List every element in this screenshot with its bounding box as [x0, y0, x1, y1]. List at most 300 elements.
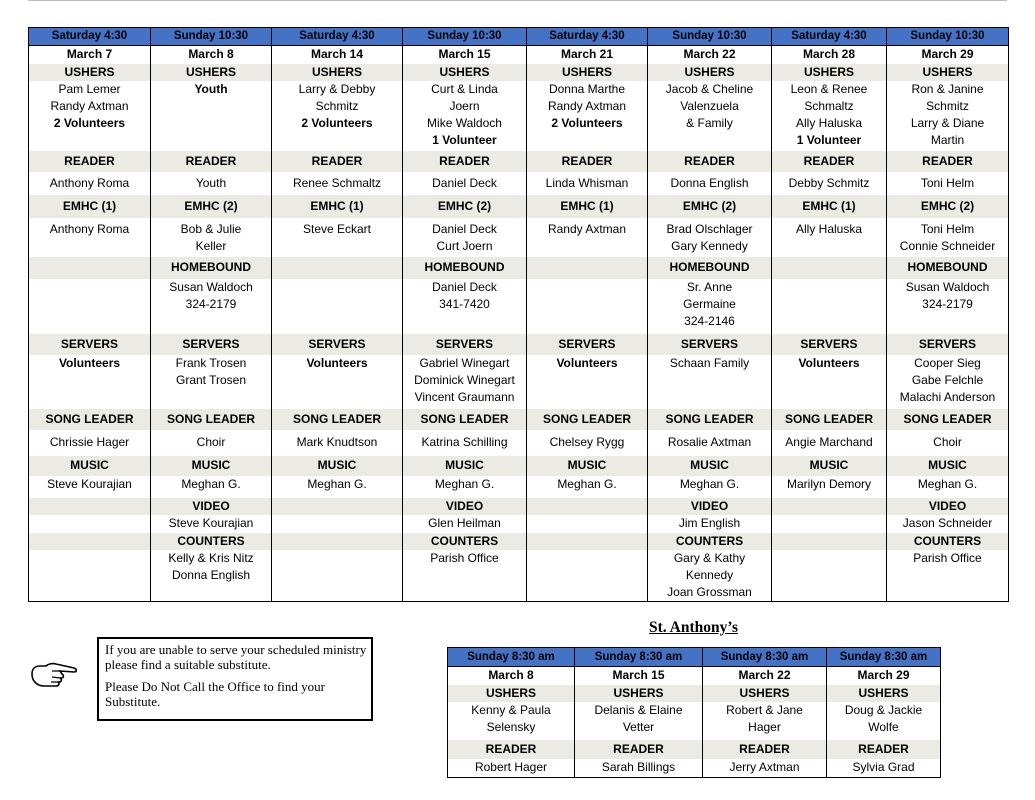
counters-cell — [887, 550, 1009, 602]
servers-cell — [887, 355, 1009, 409]
st-anthony-title: St. Anthony’s — [648, 619, 738, 636]
ushers-cell-text: Joern — [449, 98, 480, 113]
music-label — [151, 456, 272, 476]
date-cell-text: March 29 — [921, 47, 974, 62]
anthony-service-header — [448, 648, 575, 667]
service-header — [272, 28, 403, 46]
ushers-cell-text: Mike Waldoch — [427, 115, 502, 130]
ushers-cell-text: Jacob & Cheline — [665, 81, 754, 96]
anthony-ushers-label-row — [448, 685, 941, 702]
ushers-label — [772, 64, 887, 81]
ushers-cell-text: Martin — [930, 132, 965, 147]
ushers-label-row — [29, 64, 1009, 81]
date-cell-text: March 8 — [188, 47, 234, 62]
emhc-cell-text: Bob & Julie — [180, 221, 242, 236]
video-cell — [887, 515, 1009, 533]
reader-cell-text: Daniel Deck — [432, 175, 497, 190]
servers-label — [151, 334, 272, 355]
service-header-text: Saturday 4:30 — [549, 30, 625, 42]
anthony-ushers-cell-text: Robert & Jane — [726, 702, 803, 717]
song-leader-cell-text: Choir — [933, 435, 962, 449]
video-label-text: VIDEO — [445, 498, 484, 513]
notice-line-2: Please Do Not Call the Office to find your Substitute. — [105, 679, 325, 709]
song-leader-label — [648, 409, 772, 430]
emhc-label — [151, 195, 272, 218]
ushers-cell-text: 2 Volunteers — [53, 115, 126, 130]
emhc-cell — [887, 218, 1009, 257]
anthony-reader-label-row — [448, 740, 941, 759]
homebound-cell-text: 324-2179 — [185, 296, 237, 311]
emhc-cell — [272, 218, 403, 257]
song-leader-label — [272, 409, 403, 430]
anthony-ushers-label-text: USHERS — [613, 685, 664, 700]
anthony-reader-label — [703, 740, 827, 759]
ushers-cell-text: Ron & Janine — [911, 81, 984, 96]
counters-cell-text: Parish Office — [430, 550, 499, 565]
service-header-text: Saturday 4:30 — [299, 30, 375, 42]
homebound-label — [887, 257, 1009, 279]
counters-label — [151, 533, 272, 550]
music-cell-text: Meghan G. — [307, 476, 367, 491]
service-header-text: Sunday 10:30 — [910, 30, 985, 42]
counters-cell — [29, 550, 151, 602]
reader-cell-text: Donna English — [670, 175, 749, 190]
counters-label-text: COUNTERS — [430, 533, 499, 548]
servers-cell-text: Volunteers — [798, 355, 860, 370]
anthony-reader-cell — [575, 759, 703, 778]
anthony-reader-label — [827, 740, 941, 759]
homebound-cell-text: Susan Waldoch — [169, 279, 253, 294]
homebound-label-row — [29, 257, 1009, 279]
song-leader-cell-text: Rosalie Axtman — [667, 435, 752, 449]
servers-label-text: SERVERS — [680, 336, 739, 351]
date-cell — [403, 46, 527, 64]
pointing-hand-icon — [30, 658, 78, 692]
song-leader-cell — [29, 430, 151, 456]
reader-label — [527, 151, 648, 172]
counters-row — [29, 550, 1009, 602]
video-cell — [151, 515, 272, 533]
emhc-label — [887, 195, 1009, 218]
anthony-date-cell — [448, 667, 575, 685]
video-cell-text: Jim English — [678, 515, 741, 530]
song-leader-cell-text: Katrina Schilling — [421, 435, 508, 449]
song-leader-label-text: SONG LEADER — [903, 411, 992, 426]
music-cell-text: Marilyn Demory — [786, 476, 871, 491]
music-cell — [29, 476, 151, 498]
servers-label-row — [29, 334, 1009, 355]
emhc-label-text: EMHC (2) — [682, 198, 737, 213]
emhc-label-text: EMHC (2) — [437, 198, 492, 213]
emhc-label-text: EMHC (1) — [310, 198, 364, 213]
song-leader-cell — [151, 430, 272, 456]
ushers-label — [29, 64, 151, 81]
anthony-ushers-cell — [448, 702, 575, 740]
homebound-cell — [403, 279, 527, 334]
music-cell — [527, 476, 648, 498]
counters-label-row — [29, 533, 1009, 550]
top-rule — [28, 0, 1007, 1]
servers-label — [272, 334, 403, 355]
homebound-cell-text: Daniel Deck — [432, 279, 497, 294]
servers-cell-text: Schaan Family — [669, 355, 750, 370]
emhc-label — [772, 195, 887, 218]
anthony-date-cell-text: March 22 — [738, 668, 791, 683]
song-leader-label — [403, 409, 527, 430]
music-label — [403, 456, 527, 476]
servers-cell — [151, 355, 272, 409]
st-anthony-table — [447, 647, 941, 778]
song-leader-label — [527, 409, 648, 430]
song-leader-label-text: SONG LEADER — [784, 411, 873, 426]
reader-cell-text: Linda Whisman — [545, 175, 629, 190]
homebound-cell — [29, 279, 151, 334]
date-cell-text: March 28 — [802, 47, 856, 62]
ushers-cell — [151, 81, 272, 151]
reader-label — [29, 151, 151, 172]
servers-cell — [648, 355, 772, 409]
counters-cell-text: Joan Grossman — [667, 584, 752, 599]
homebound-label — [403, 257, 527, 279]
emhc-cell-text: Daniel Deck — [432, 221, 497, 236]
servers-label-text: SERVERS — [558, 336, 616, 351]
reader-cell-text: Youth — [195, 175, 227, 190]
counters-cell — [151, 550, 272, 602]
video-label — [151, 498, 272, 515]
music-label-text: MUSIC — [445, 458, 484, 472]
anthony-date-cell-text: March 29 — [857, 668, 910, 683]
homebound-cell — [648, 279, 772, 334]
date-cell-text: March 15 — [438, 47, 491, 62]
servers-cell-text: Cooper Sieg — [914, 355, 981, 370]
ushers-cell-text: Schmitz — [315, 98, 359, 113]
homebound-cell — [772, 279, 887, 334]
music-cell-text: Meghan G. — [917, 476, 978, 491]
music-label — [527, 456, 648, 476]
homebound-label-text: HOMEBOUND — [171, 260, 251, 274]
servers-cell-text: Vincent Graumann — [414, 389, 515, 404]
emhc-label-text: EMHC (1) — [802, 198, 856, 213]
emhc-cell-text: Anthony Roma — [49, 221, 130, 236]
counters-cell — [648, 550, 772, 602]
homebound-cell-text: Germaine — [683, 296, 736, 311]
anthony-service-header — [703, 648, 827, 667]
date-cell — [272, 46, 403, 64]
ushers-cell-text: Schmitz — [926, 98, 969, 113]
servers-label-text: SERVERS — [800, 336, 858, 351]
reader-label-row — [29, 151, 1009, 172]
ushers-cell — [772, 81, 887, 151]
music-cell-text: Steve Kourajian — [47, 476, 132, 491]
ushers-label — [151, 64, 272, 81]
music-cell — [403, 476, 527, 498]
anthony-ushers-cell — [703, 702, 827, 740]
anthony-date-cell-text: March 15 — [612, 668, 665, 683]
ushers-cell-text: Youth — [194, 81, 228, 96]
song-leader-row — [29, 430, 1009, 456]
music-label-text: MUSIC — [690, 458, 729, 472]
video-label-text: VIDEO — [690, 498, 729, 513]
song-leader-label-text: SONG LEADER — [665, 411, 754, 426]
homebound-cell-text: Sr. Anne — [686, 279, 733, 294]
video-cell-text: Steve Kourajian — [168, 515, 254, 530]
ushers-row — [29, 81, 1009, 151]
anthony-service-header — [827, 648, 941, 667]
service-header — [887, 28, 1009, 46]
date-cell — [887, 46, 1009, 64]
servers-cell-text: Gabe Felchle — [911, 372, 984, 387]
emhc-row — [29, 218, 1009, 257]
counters-label-blank — [29, 533, 151, 550]
ushers-label-text: USHERS — [922, 64, 973, 79]
anthony-ushers-row — [448, 702, 941, 740]
service-header-text: Sunday 10:30 — [173, 30, 249, 42]
homebound-cell-text: 341-7420 — [439, 296, 490, 311]
servers-cell-text: Frank Trosen — [175, 355, 247, 370]
ushers-cell-text: Curt & Linda — [431, 81, 498, 96]
homebound-cell-text: Susan Waldoch — [905, 279, 990, 294]
anthony-reader-cell — [827, 759, 941, 778]
video-cell — [272, 515, 403, 533]
ushers-cell — [527, 81, 648, 151]
music-cell-text: Meghan G. — [679, 476, 740, 491]
homebound-label-blank — [772, 257, 887, 279]
servers-cell-text: Grant Trosen — [175, 372, 247, 387]
servers-label — [648, 334, 772, 355]
servers-label — [887, 334, 1009, 355]
ushers-cell-text: 2 Volunteers — [551, 115, 623, 130]
anthony-date-cell — [575, 667, 703, 685]
emhc-label-text: EMHC (2) — [184, 198, 238, 213]
video-row — [29, 515, 1009, 533]
servers-cell — [527, 355, 648, 409]
anthony-reader-label — [575, 740, 703, 759]
music-label-text: MUSIC — [191, 458, 231, 472]
ushers-cell-text: Randy Axtman — [50, 98, 129, 113]
anthony-reader-cell-text: Robert Hager — [474, 759, 548, 774]
service-header — [648, 28, 772, 46]
counters-cell-text: Donna English — [171, 567, 251, 582]
ushers-cell-text: Donna Marthe — [548, 81, 626, 96]
anthony-ushers-label — [703, 685, 827, 702]
emhc-label — [648, 195, 772, 218]
ushers-cell — [29, 81, 151, 151]
song-leader-cell — [403, 430, 527, 456]
service-header-text: Sunday 10:30 — [672, 30, 747, 42]
ushers-label — [527, 64, 648, 81]
servers-cell — [403, 355, 527, 409]
anthony-ushers-cell-text: Selensky — [486, 719, 536, 734]
anthony-date-cell-text: March 8 — [488, 668, 534, 683]
reader-cell-text: Debby Schmitz — [788, 175, 870, 190]
emhc-cell-text: Gary Kennedy — [671, 238, 748, 253]
homebound-label-blank — [527, 257, 648, 279]
anthony-reader-row — [448, 759, 941, 778]
homebound-label-text: HOMEBOUND — [669, 260, 750, 274]
servers-label-text: SERVERS — [308, 336, 366, 351]
ushers-cell-text: 1 Volunteer — [796, 132, 862, 147]
ushers-cell-text: Valenzuela — [680, 98, 739, 113]
servers-label-text: SERVERS — [918, 336, 977, 351]
music-label — [648, 456, 772, 476]
servers-label — [403, 334, 527, 355]
servers-row — [29, 355, 1009, 409]
emhc-cell-text: Toni Helm — [920, 221, 975, 236]
ushers-cell-text: Schmaltz — [804, 98, 854, 113]
reader-label-text: READER — [922, 153, 973, 168]
servers-cell-text: Volunteers — [58, 355, 121, 370]
video-cell — [772, 515, 887, 533]
ushers-label-text: USHERS — [684, 64, 735, 79]
reader-label-text: READER — [185, 153, 237, 168]
anthony-ushers-label — [827, 685, 941, 702]
date-cell — [29, 46, 151, 64]
song-leader-cell — [272, 430, 403, 456]
anthony-reader-label-text: READER — [739, 741, 790, 756]
anthony-ushers-label-text: USHERS — [485, 685, 536, 700]
ushers-cell — [403, 81, 527, 151]
video-cell-text: Glen Heilman — [428, 515, 501, 530]
song-leader-label — [151, 409, 272, 430]
ushers-label-text: USHERS — [185, 64, 236, 79]
music-label — [29, 456, 151, 476]
anthony-reader-label-text: READER — [613, 741, 664, 756]
emhc-label — [403, 195, 527, 218]
emhc-cell-text: Keller — [195, 238, 227, 253]
homebound-row — [29, 279, 1009, 334]
service-header — [772, 28, 887, 46]
music-cell-text: Meghan G. — [557, 476, 617, 491]
music-label-row — [29, 456, 1009, 476]
song-leader-label-text: SONG LEADER — [420, 411, 509, 426]
date-row — [29, 46, 1009, 64]
date-cell-text: March 7 — [66, 47, 113, 62]
reader-cell — [648, 172, 772, 195]
music-cell — [151, 476, 272, 498]
anthony-ushers-cell-text: Kenny & Paula — [471, 702, 551, 717]
emhc-cell — [403, 218, 527, 257]
emhc-cell-text: Connie Schneider — [899, 238, 996, 253]
anthony-ushers-label-text: USHERS — [858, 685, 909, 700]
anthony-ushers-label — [575, 685, 703, 702]
reader-label — [648, 151, 772, 172]
servers-label — [772, 334, 887, 355]
ushers-label — [403, 64, 527, 81]
reader-label — [403, 151, 527, 172]
song-leader-cell-text: Chrissie Hager — [49, 435, 130, 449]
counters-cell — [772, 550, 887, 602]
video-label-blank — [272, 498, 403, 515]
anthony-ushers-cell-text: Delanis & Elaine — [594, 702, 683, 717]
anthony-ushers-cell-text: Vetter — [622, 719, 655, 734]
song-leader-label-row — [29, 409, 1009, 430]
servers-cell — [272, 355, 403, 409]
emhc-label — [272, 195, 403, 218]
emhc-cell — [29, 218, 151, 257]
ushers-cell — [887, 81, 1009, 151]
date-cell-text: March 22 — [683, 47, 736, 62]
ushers-cell — [272, 81, 403, 151]
reader-label-text: READER — [684, 153, 735, 168]
servers-label-text: SERVERS — [60, 336, 119, 351]
servers-cell-text: Volunteers — [556, 355, 618, 370]
homebound-cell-text: 324-2179 — [922, 296, 973, 311]
reader-row — [29, 172, 1009, 195]
ushers-label-text: USHERS — [311, 64, 362, 79]
music-label-text: MUSIC — [70, 458, 109, 472]
counters-cell — [272, 550, 403, 602]
homebound-cell — [527, 279, 648, 334]
emhc-label-row — [29, 195, 1009, 218]
counters-label-text: COUNTERS — [675, 533, 744, 548]
reader-cell-text: Renee Schmaltz — [292, 175, 382, 190]
reader-cell — [887, 172, 1009, 195]
video-label-text: VIDEO — [192, 498, 230, 513]
anthony-reader-label-text: READER — [485, 741, 537, 756]
video-label-blank — [527, 498, 648, 515]
anthony-reader-cell — [703, 759, 827, 778]
song-leader-cell-text: Mark Knudtson — [296, 435, 378, 449]
servers-label — [29, 334, 151, 355]
emhc-label-text: EMHC (1) — [62, 198, 117, 213]
reader-cell — [151, 172, 272, 195]
song-leader-cell — [527, 430, 648, 456]
song-leader-cell — [648, 430, 772, 456]
emhc-cell — [151, 218, 272, 257]
song-leader-cell — [772, 430, 887, 456]
anthony-ushers-cell-text: Hager — [748, 719, 781, 734]
reader-label-text: READER — [439, 153, 490, 168]
servers-cell — [772, 355, 887, 409]
music-cell — [648, 476, 772, 498]
service-header — [151, 28, 272, 46]
ushers-cell-text: Randy Axtman — [547, 98, 627, 113]
reader-cell — [772, 172, 887, 195]
date-cell-text: March 14 — [310, 47, 364, 62]
homebound-cell — [151, 279, 272, 334]
date-cell-text: March 21 — [560, 47, 614, 62]
service-header — [29, 28, 151, 46]
emhc-cell-text: Curt Joern — [436, 238, 493, 253]
notice-line-1: If you are unable to serve your scheduled ministry please find a suitable substitute. — [105, 642, 367, 672]
song-leader-cell-text: Chelsey Rygg — [549, 435, 625, 449]
anthony-ushers-label-text: USHERS — [739, 685, 790, 700]
homebound-label-blank — [29, 257, 151, 279]
song-leader-label-text: SONG LEADER — [542, 411, 631, 426]
emhc-label — [527, 195, 648, 218]
video-label — [648, 498, 772, 515]
homebound-cell-text: 324-2146 — [684, 313, 735, 328]
anthony-date-row — [448, 667, 941, 685]
homebound-label — [648, 257, 772, 279]
counters-label-blank — [772, 533, 887, 550]
servers-label-text: SERVERS — [435, 336, 494, 351]
anthony-date-cell — [703, 667, 827, 685]
counters-cell-text: Parish Office — [913, 550, 982, 565]
emhc-label-text: EMHC (2) — [920, 198, 975, 213]
video-cell — [403, 515, 527, 533]
reader-label-text: READER — [803, 153, 855, 168]
reader-label-text: READER — [561, 153, 613, 168]
emhc-cell — [527, 218, 648, 257]
reader-cell — [29, 172, 151, 195]
servers-label-text: SERVERS — [182, 336, 240, 351]
counters-label-text: COUNTERS — [177, 533, 245, 548]
video-cell — [29, 515, 151, 533]
reader-label — [151, 151, 272, 172]
song-leader-cell — [887, 430, 1009, 456]
service-header-text: Saturday 4:30 — [51, 30, 128, 42]
